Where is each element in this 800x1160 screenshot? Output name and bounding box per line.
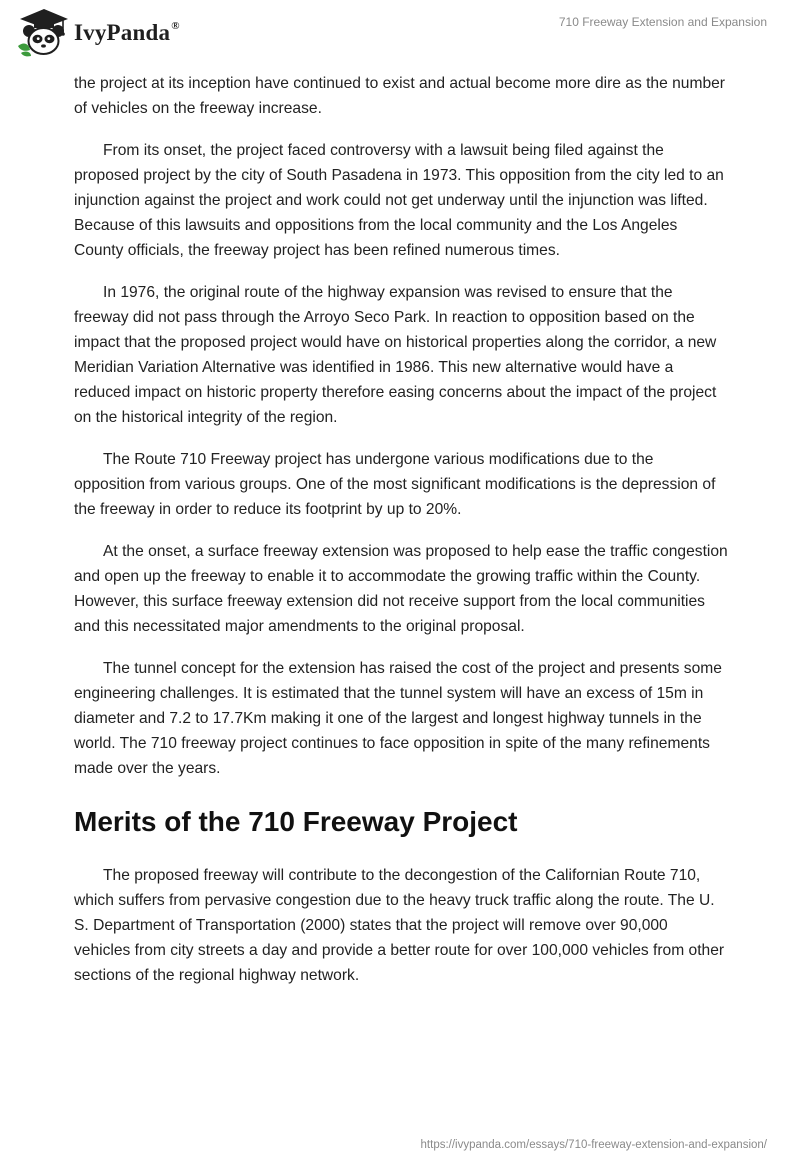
brand-logo[interactable] bbox=[14, 6, 180, 58]
essay-body bbox=[74, 71, 728, 1005]
panda-graduate-logo-icon bbox=[14, 6, 70, 58]
paragraph: From its onset, the project faced controversy with a lawsuit being filed against the proposed project by the city of South Pasadena in 1973. This opposition from the city led to an injunction against the project and work could not get underway until the injunction was lifted. Because of this lawsuits and oppositions from the local community and the Los Angeles County officials, the freeway project has been refined numerous times. bbox=[74, 142, 724, 259]
paragraph: The proposed freeway will contribute to the decongestion of the Californian Route 710, which suffers from pervasive congestion due to the heavy truck traffic along the route. The U. S. Department of Transportation (2000) states that the project will remove over 90,000 vehicles from city streets a day and provide a better route for over 100,000 vehicles from other sections of the regional highway network. bbox=[74, 867, 725, 984]
document-title: 710 Freeway Extension and Expansion bbox=[558, 15, 767, 29]
paragraph: In 1976, the original route of the highway expansion was revised to ensure that the freeway did not pass through the Arroyo Seco Park. In reaction to opposition based on the impact that the proposed project would have on historical properties along the corridor, a new Meridian Variation Alternative was identified in 1986. This new alternative would have a reduced impact on historic property therefore easing concerns about the impact of the project on the historical integrity of the region. bbox=[74, 284, 717, 426]
paragraph-continuation: the project at its inception have continued to exist and actual become more dire as the number of vehicles on the freeway increase. bbox=[74, 75, 725, 117]
brand-name: IvyPanda® bbox=[74, 20, 180, 45]
paragraph: At the onset, a surface freeway extension was proposed to help ease the traffic congestion and open up the freeway to enable it to accommodate the growing traffic within the County. However, this surface freeway extension did not receive support from the local communities and this necessitated major amendments to the original proposal. bbox=[74, 543, 728, 635]
paragraph: The Route 710 Freeway project has undergone various modifications due to the opposition from various groups. One of the most significant modifications is the depression of the freeway in order to reduce its footprint by up to 20%. bbox=[74, 451, 716, 518]
registered-mark: ® bbox=[171, 20, 180, 33]
page-header bbox=[0, 0, 800, 70]
source-url[interactable]: https://ivypanda.com/essays/710-freeway-extension-and-expansion/ bbox=[420, 1139, 767, 1151]
paragraph: The tunnel concept for the extension has raised the cost of the project and presents some engineering challenges. It is estimated that the tunnel system will have an excess of 15m in diameter and 7.2 to 17.7Km making it one of the largest and longest highway tunnels in the world. The 710 freeway project continues to face opposition in spite of the many refinements made over the years. bbox=[74, 660, 722, 777]
section-heading: Merits of the 710 Freeway Project bbox=[74, 806, 518, 837]
